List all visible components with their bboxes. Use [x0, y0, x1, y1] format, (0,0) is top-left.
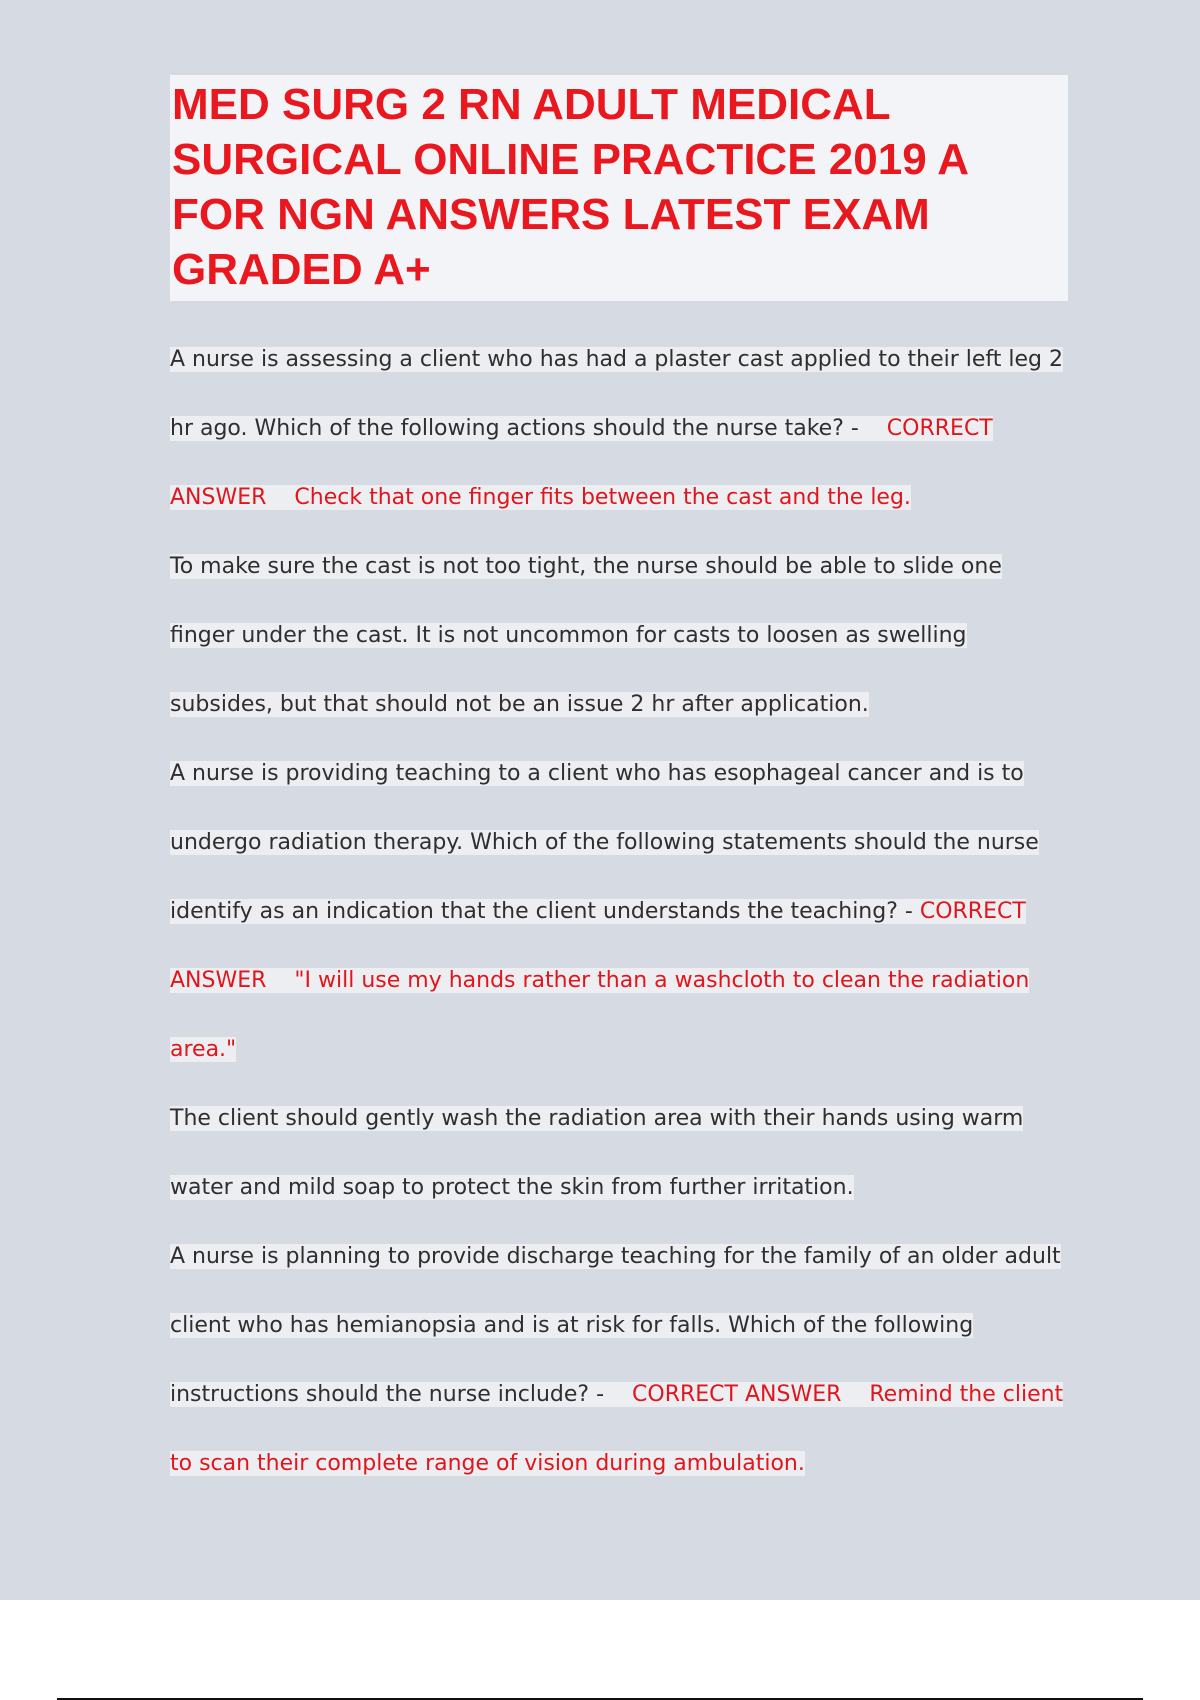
- rationale-text: The client should gently wash the radiation area with their hands using warm water and mild soap to protect the skin from further irritation.: [170, 1106, 1024, 1200]
- rationale-1: [170, 532, 1070, 739]
- qa-item-2: [170, 739, 1070, 1084]
- qa-item-1: [170, 325, 1070, 532]
- answer-text: Remind the client to scan their complete range of vision during ambulation.: [170, 1382, 1064, 1476]
- answer-label: CORRECT ANSWER: [170, 416, 993, 510]
- answer-label: CORRECT ANSWER: [170, 899, 1026, 993]
- question-text: A nurse is planning to provide discharge teaching for the family of an older adult client who has hemianopsia and is at risk for falls. Which of the following instructions should the nurse include? -: [170, 1244, 1061, 1407]
- qa-content: [170, 325, 1070, 1498]
- document-title: MED SURG 2 RN ADULT MEDICAL SURGICAL ONLINE PRACTICE 2019 A FOR NGN ANSWERS LATEST EXAM GRADED A+: [172, 80, 968, 294]
- question-text: A nurse is assessing a client who has had a plaster cast applied to their left leg 2 hr ago. Which of the following actions should the nurse take? -: [170, 347, 1063, 441]
- answer-text: Check that one finger fits between the cast and the leg.: [294, 485, 911, 510]
- rationale-2: [170, 1084, 1070, 1222]
- rationale-text: To make sure the cast is not too tight, the nurse should be able to slide one finger under the cast. It is not uncommon for casts to loosen as swelling subsides, but that should not be an issue 2 hr after application.: [170, 554, 1002, 717]
- qa-item-3: [170, 1222, 1070, 1498]
- title-box: [170, 75, 1068, 301]
- answer-text: "I will use my hands rather than a washcloth to clean the radiation area.": [170, 968, 1030, 1062]
- answer-label: CORRECT ANSWER: [632, 1382, 842, 1407]
- question-text: A nurse is providing teaching to a client who has esophageal cancer and is to undergo radiation therapy. Which of the following statements should the nurse identify as an indication that the client understands the teaching? -: [170, 761, 1039, 924]
